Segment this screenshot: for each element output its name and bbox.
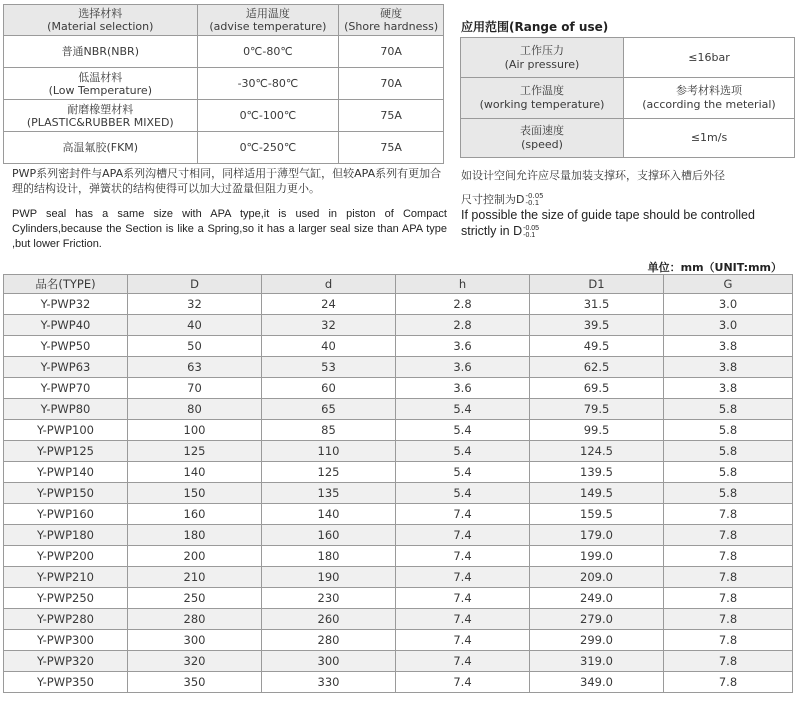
cell-D1: 39.5 [530, 315, 664, 336]
cell-type: Y-PWP32 [4, 294, 128, 315]
cell-h: 2.8 [396, 315, 530, 336]
material-temperature: -30℃-80℃ [197, 68, 339, 100]
tolerance: -0.05 -0.1 [525, 192, 544, 207]
cell-d: 53 [262, 357, 396, 378]
cell-h: 7.4 [396, 651, 530, 672]
cell-type: Y-PWP40 [4, 315, 128, 336]
cell-h: 3.6 [396, 357, 530, 378]
header-D: D [128, 275, 262, 294]
cell-G: 7.8 [664, 546, 793, 567]
table-row [4, 588, 793, 609]
cell-D: 100 [128, 420, 262, 441]
cell-G: 3.8 [664, 336, 793, 357]
cell-G: 7.8 [664, 651, 793, 672]
cell-D: 40 [128, 315, 262, 336]
cell-G: 5.8 [664, 399, 793, 420]
cell-type: Y-PWP200 [4, 546, 128, 567]
cell-h: 7.4 [396, 609, 530, 630]
cell-type: Y-PWP210 [4, 567, 128, 588]
table-row [4, 420, 793, 441]
material-temperature: 0℃-100℃ [197, 100, 339, 132]
cell-D: 140 [128, 462, 262, 483]
cell-G: 7.8 [664, 630, 793, 651]
cell-d: 330 [262, 672, 396, 693]
cell-d: 280 [262, 630, 396, 651]
hint-en: If possible the size of guide tape should be controlled strictly in D-0.05 -0.1 [461, 208, 755, 239]
table-row [4, 441, 793, 462]
range-value: 参考材料选项 (according the meterial) [624, 78, 795, 119]
cell-D1: 69.5 [530, 378, 664, 399]
cell-D: 350 [128, 672, 262, 693]
header-G: G [664, 275, 793, 294]
material-row-nbr [4, 36, 444, 68]
cell-d: 260 [262, 609, 396, 630]
cell-G: 3.8 [664, 378, 793, 399]
cell-D: 32 [128, 294, 262, 315]
cell-d: 135 [262, 483, 396, 504]
cell-d: 300 [262, 651, 396, 672]
cell-D: 80 [128, 399, 262, 420]
cell-D1: 319.0 [530, 651, 664, 672]
cell-d: 190 [262, 567, 396, 588]
material-header-temperature: 适用温度 (advise temperature) [197, 5, 339, 36]
cell-type: Y-PWP70 [4, 378, 128, 399]
cell-type: Y-PWP140 [4, 462, 128, 483]
cell-D: 160 [128, 504, 262, 525]
cell-h: 7.4 [396, 672, 530, 693]
cell-D: 180 [128, 525, 262, 546]
cell-type: Y-PWP160 [4, 504, 128, 525]
material-temperature: 0℃-80℃ [197, 36, 339, 68]
hint-cn: 如设计空间允许应尽量加装支撑环，支撑环入槽后外径 [461, 169, 725, 182]
material-hardness: 70A [339, 68, 444, 100]
cell-G: 7.8 [664, 588, 793, 609]
material-hardness: 70A [339, 36, 444, 68]
table-row [4, 567, 793, 588]
cell-h: 7.4 [396, 630, 530, 651]
hint-control-cn: 尺寸控制为D-0.05 -0.1 [461, 192, 544, 207]
cell-type: Y-PWP80 [4, 399, 128, 420]
cell-d: 24 [262, 294, 396, 315]
cell-type: Y-PWP180 [4, 525, 128, 546]
cell-D1: 124.5 [530, 441, 664, 462]
cell-G: 5.8 [664, 441, 793, 462]
cell-G: 5.8 [664, 462, 793, 483]
table-row [4, 672, 793, 693]
material-temperature: 0℃-250℃ [197, 132, 339, 164]
cell-d: 60 [262, 378, 396, 399]
cell-D1: 149.5 [530, 483, 664, 504]
cell-D: 300 [128, 630, 262, 651]
cell-D1: 79.5 [530, 399, 664, 420]
cell-D1: 279.0 [530, 609, 664, 630]
range-value: ≤1m/s [624, 119, 795, 158]
cell-h: 7.4 [396, 588, 530, 609]
cell-d: 125 [262, 462, 396, 483]
cell-D: 210 [128, 567, 262, 588]
cell-h: 5.4 [396, 399, 530, 420]
range-label: 工作压力 (Air pressure) [461, 38, 624, 78]
material-name: 耐磨橡塑材料 (PLASTIC&RUBBER MIXED) [4, 100, 198, 132]
cell-d: 32 [262, 315, 396, 336]
header-type: 品名(TYPE) [4, 275, 128, 294]
cell-h: 2.8 [396, 294, 530, 315]
cell-d: 110 [262, 441, 396, 462]
table-row [4, 546, 793, 567]
cell-D1: 139.5 [530, 462, 664, 483]
tolerance: -0.05 -0.1 [523, 224, 540, 239]
range-value: ≤16bar [624, 38, 795, 78]
cell-D: 150 [128, 483, 262, 504]
material-row-plastic-rubber [4, 100, 444, 132]
table-row [4, 504, 793, 525]
material-header-row [4, 5, 444, 36]
cell-D: 250 [128, 588, 262, 609]
cell-d: 160 [262, 525, 396, 546]
cell-type: Y-PWP280 [4, 609, 128, 630]
cell-D1: 31.5 [530, 294, 664, 315]
cell-d: 180 [262, 546, 396, 567]
material-row-low-temp [4, 68, 444, 100]
header-d: d [262, 275, 396, 294]
cell-h: 5.4 [396, 483, 530, 504]
cell-h: 7.4 [396, 504, 530, 525]
cell-G: 7.8 [664, 672, 793, 693]
description-cn: PWP系列密封件与APA系列沟槽尺寸相同，同样适用于薄型气缸，但较APA系列有更加合理的结构设计，弹簧状的结构使得可以加大过盈量但阻力更小。 [12, 167, 442, 195]
cell-D1: 349.0 [530, 672, 664, 693]
table-row [4, 315, 793, 336]
cell-type: Y-PWP150 [4, 483, 128, 504]
dimension-header-row [4, 275, 793, 294]
cell-D1: 249.0 [530, 588, 664, 609]
range-label: 工作温度 (working temperature) [461, 78, 624, 119]
cell-D: 63 [128, 357, 262, 378]
cell-G: 3.8 [664, 357, 793, 378]
table-row [4, 609, 793, 630]
table-row [4, 651, 793, 672]
range-label: 表面速度 (speed) [461, 119, 624, 158]
cell-D1: 199.0 [530, 546, 664, 567]
table-row [4, 357, 793, 378]
cell-G: 5.8 [664, 483, 793, 504]
cell-D1: 62.5 [530, 357, 664, 378]
cell-d: 40 [262, 336, 396, 357]
cell-G: 3.0 [664, 294, 793, 315]
cell-D1: 299.0 [530, 630, 664, 651]
material-name: 高温氟胶(FKM) [4, 132, 198, 164]
cell-h: 5.4 [396, 441, 530, 462]
unit-label: 单位：mm（UNIT:mm） [647, 261, 782, 274]
material-row-fkm [4, 132, 444, 164]
material-name: 普通NBR(NBR) [4, 36, 198, 68]
range-row-temperature [461, 78, 795, 119]
cell-type: Y-PWP300 [4, 630, 128, 651]
cell-h: 7.4 [396, 525, 530, 546]
cell-G: 7.8 [664, 525, 793, 546]
description-en: PWP seal has a same size with APA type,it is used in piston of Compact Cylinders,because the Section is like a Spring,so it has a larger seal size than APA type ,but lower Friction. [12, 208, 447, 250]
range-table [460, 37, 795, 158]
table-row [4, 294, 793, 315]
dimension-body [4, 294, 793, 693]
cell-type: Y-PWP50 [4, 336, 128, 357]
cell-G: 7.8 [664, 609, 793, 630]
dimension-table [3, 274, 793, 693]
material-hardness: 75A [339, 132, 444, 164]
material-header-material: 选择材料 (Material selection) [4, 5, 198, 36]
header-h: h [396, 275, 530, 294]
table-row [4, 378, 793, 399]
cell-D: 280 [128, 609, 262, 630]
range-title: 应用范围(Range of use) [461, 20, 609, 34]
cell-G: 7.8 [664, 567, 793, 588]
cell-h: 3.6 [396, 336, 530, 357]
table-row [4, 525, 793, 546]
range-row-speed [461, 119, 795, 158]
cell-d: 140 [262, 504, 396, 525]
cell-h: 5.4 [396, 462, 530, 483]
cell-type: Y-PWP63 [4, 357, 128, 378]
cell-type: Y-PWP250 [4, 588, 128, 609]
table-row [4, 630, 793, 651]
table-row [4, 483, 793, 504]
header-D1: D1 [530, 275, 664, 294]
range-row-pressure [461, 38, 795, 78]
cell-D: 320 [128, 651, 262, 672]
cell-h: 7.4 [396, 567, 530, 588]
cell-D1: 209.0 [530, 567, 664, 588]
cell-type: Y-PWP125 [4, 441, 128, 462]
cell-D: 125 [128, 441, 262, 462]
cell-h: 5.4 [396, 420, 530, 441]
cell-d: 65 [262, 399, 396, 420]
cell-type: Y-PWP350 [4, 672, 128, 693]
cell-h: 7.4 [396, 546, 530, 567]
cell-D1: 159.5 [530, 504, 664, 525]
material-table [3, 4, 444, 164]
cell-h: 3.6 [396, 378, 530, 399]
cell-G: 5.8 [664, 420, 793, 441]
cell-D1: 179.0 [530, 525, 664, 546]
cell-d: 230 [262, 588, 396, 609]
material-hardness: 75A [339, 100, 444, 132]
material-name: 低温材料 (Low Temperature) [4, 68, 198, 100]
cell-D1: 49.5 [530, 336, 664, 357]
cell-G: 3.0 [664, 315, 793, 336]
cell-type: Y-PWP320 [4, 651, 128, 672]
cell-D: 200 [128, 546, 262, 567]
cell-D: 50 [128, 336, 262, 357]
table-row [4, 336, 793, 357]
cell-D1: 99.5 [530, 420, 664, 441]
cell-G: 7.8 [664, 504, 793, 525]
cell-type: Y-PWP100 [4, 420, 128, 441]
cell-D: 70 [128, 378, 262, 399]
table-row [4, 399, 793, 420]
material-header-hardness: 硬度 (Shore hardness) [339, 5, 444, 36]
cell-d: 85 [262, 420, 396, 441]
table-row [4, 462, 793, 483]
